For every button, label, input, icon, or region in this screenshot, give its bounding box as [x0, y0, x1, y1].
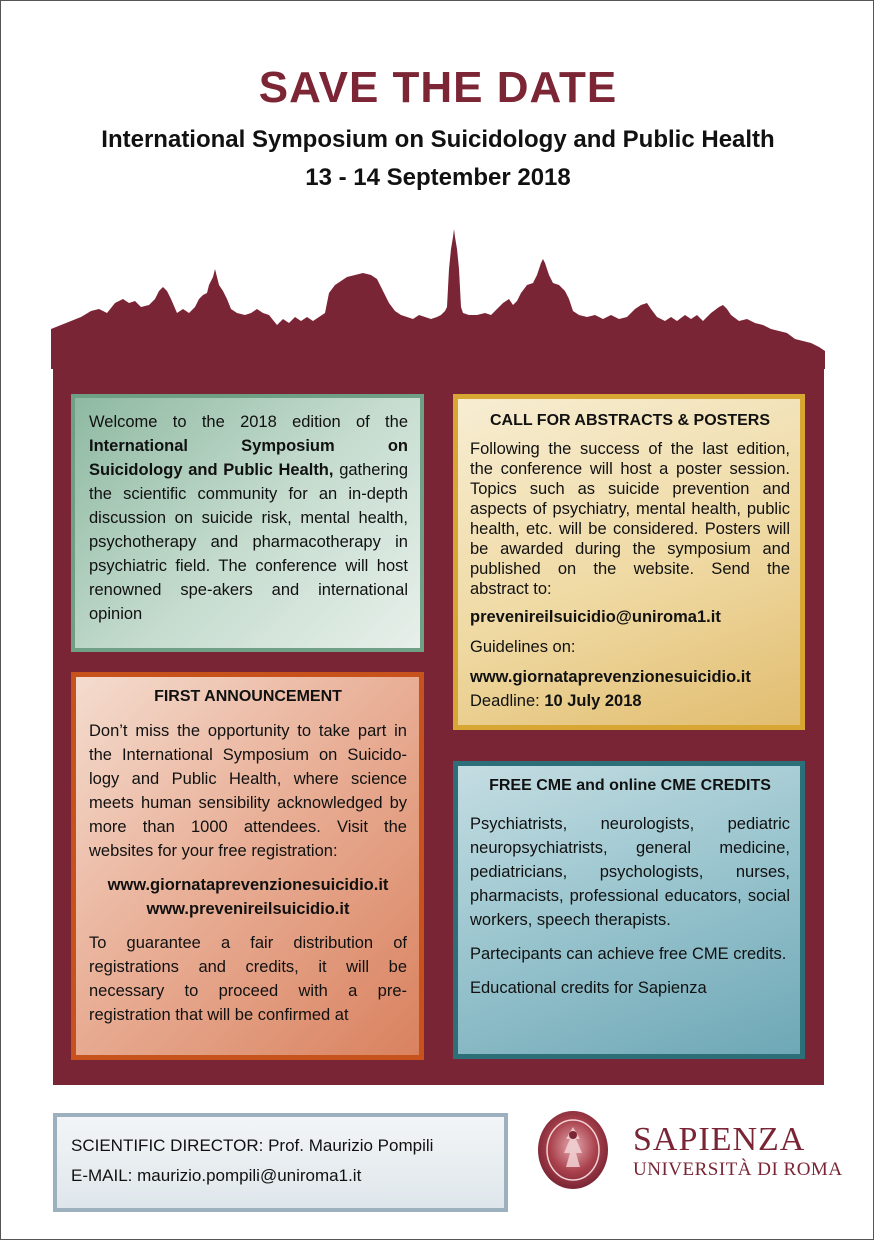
university-logo	[633, 1121, 843, 1181]
registration-link-2[interactable]: www.prevenireilsuicidio.it	[146, 900, 350, 918]
rome-skyline-image	[51, 229, 825, 369]
call-email-link[interactable]: prevenireilsuicidio@uniroma1.it	[470, 608, 721, 626]
call-body: Following the success of the last edition, the conference will host a poster session. Topics such as suicide prevention and aspects of psychiatry, mental health, public health, etc. will be considered. Posters will be awarded during the symposium and published on the website. Send the abstract to:	[470, 440, 790, 598]
first-body: Don’t miss the opportunity to take part in the International Symposium on Suicido-logy and Public Health, where science meets human sensibility acknowledged by more than 1000 attendees. Visit the websites for your free registration:	[89, 722, 407, 860]
welcome-description: gathering the scientific community for an in-depth discussion on suicide risk, mental health, psychotherapy and pharmacotherapy in psychiatric field. The conference will host renowned spe-akers and international opinion	[89, 461, 408, 623]
call-title: CALL FOR ABSTRACTS & POSTERS	[489, 412, 770, 429]
first-body-2: To guarantee a fair distribution of registrations and credits, it will be necessary to proceed with a pre-registration that will be confirmed at	[89, 934, 407, 1024]
guidelines-label: Guidelines on:	[470, 638, 576, 656]
welcome-event-name: International Symposium on Suicidology and Public Health,	[89, 437, 408, 479]
cme-credits-box	[453, 761, 805, 1059]
call-for-abstracts-box	[453, 394, 805, 730]
welcome-intro: Welcome to the 2018 edition of the	[89, 413, 408, 431]
welcome-box	[71, 394, 424, 652]
event-name: International Symposium on Suicidology and Public Health	[101, 126, 775, 153]
cme-audience: Psychiatrists, neurologists, pediatric neuropsychiatrists, general medicine, pediatricians, psychologists, nurses, pharmacists, professional educators, social workers, speech therapists.	[470, 815, 790, 929]
director-box	[53, 1113, 508, 1212]
deadline-line	[470, 689, 790, 713]
cme-educational-credits: Educational credits for Sapienza	[470, 979, 707, 997]
event-dates: 13 - 14 September 2018	[305, 164, 571, 191]
scientific-director: SCIENTIFIC DIRECTOR: Prof. Maurizio Pompili	[71, 1136, 434, 1155]
deadline-label: Deadline:	[470, 692, 545, 710]
first-title: FIRST ANNOUNCEMENT	[154, 688, 342, 705]
cme-free-credits: Partecipants can achieve free CME credits.	[470, 945, 787, 963]
university-seal-icon	[536, 1109, 610, 1191]
university-name: SAPIENZA	[633, 1121, 806, 1158]
page-title: SAVE THE DATE	[258, 63, 618, 112]
deadline-value: 10 July 2018	[544, 692, 642, 710]
cme-title: FREE CME and online CME CREDITS	[489, 777, 771, 794]
first-announcement-box	[71, 672, 424, 1060]
university-subtitle: UNIVERSITÀ DI ROMA	[633, 1159, 843, 1180]
guidelines-link[interactable]: www.giornataprevenzionesuicidio.it	[470, 668, 751, 686]
welcome-text	[89, 410, 408, 626]
contact-email[interactable]: E-MAIL: maurizio.pompili@uniroma1.it	[71, 1166, 362, 1185]
registration-link-1[interactable]: www.giornataprevenzionesuicidio.it	[107, 876, 389, 894]
